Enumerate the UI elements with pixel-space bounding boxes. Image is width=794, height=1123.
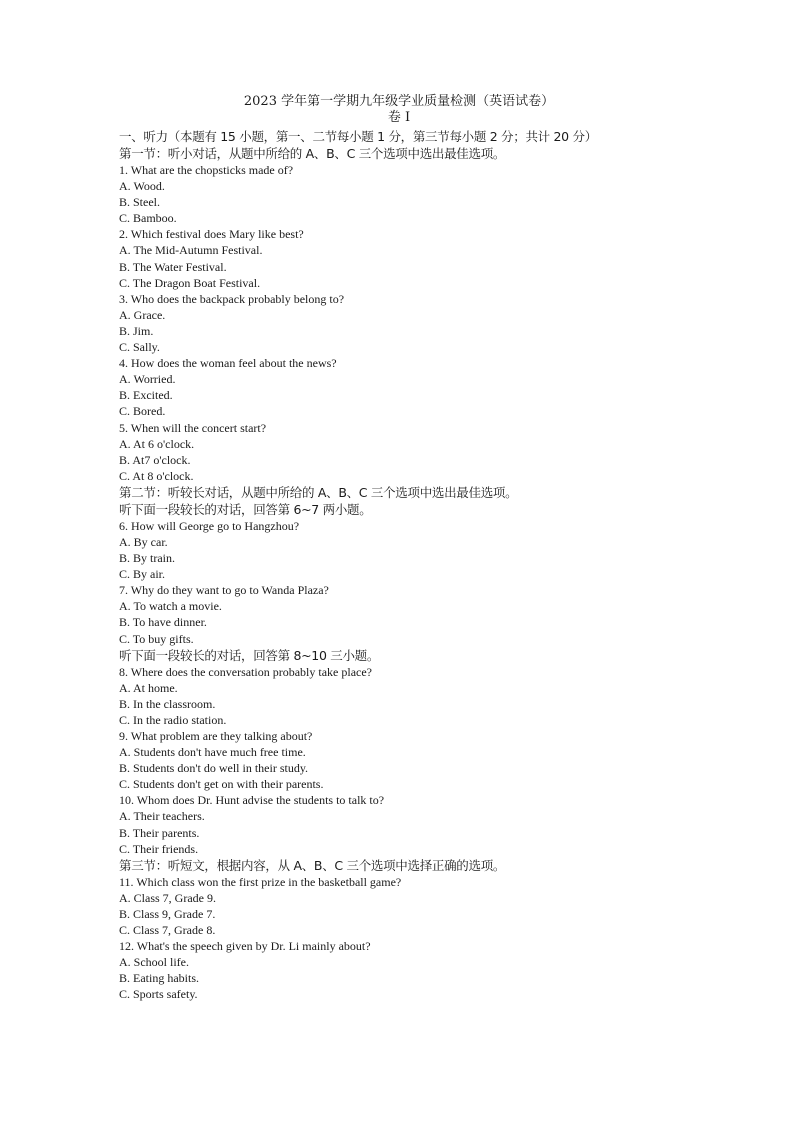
question-text: 7. Why do they want to go to Wanda Plaza? (119, 583, 329, 598)
answer-option: A. At home. (119, 680, 178, 695)
exam-page (119, 94, 679, 1003)
question-text: 3. Who does the backpack probably belong to? (119, 291, 345, 306)
answer-option: C. Their friends. (119, 841, 199, 856)
answer-option: B. Their parents. (119, 825, 200, 840)
question-text: 1. What are the chopsticks made of? (119, 163, 294, 177)
answer-option: A. Students don't have much free time. (119, 745, 306, 760)
answer-option: C. Class 7, Grade 8. (119, 923, 216, 938)
answer-option: A. By car. (119, 534, 168, 549)
answer-option: B. Eating habits. (119, 971, 199, 986)
answer-option: C. By air. (119, 567, 166, 582)
answer-option: A. Worried. (119, 372, 176, 387)
answer-option: C. The Dragon Boat Festival. (119, 275, 261, 290)
question-list (119, 128, 679, 1003)
answer-option: B. In the classroom. (119, 696, 216, 711)
section-heading: 一、听力（本题有 15 小题，第一、二节每小题 1 分，第三节每小题 2 分；共计 20 分） (119, 129, 597, 144)
section-heading: 听下面一段较长的对话，回答第 6~7 两小题。 (119, 501, 372, 517)
answer-option: A. Their teachers. (119, 809, 205, 824)
answer-option: C. To buy gifts. (119, 631, 194, 646)
answer-option: A. The Mid-Autumn Festival. (119, 243, 263, 258)
answer-option: B. Steel. (119, 195, 160, 210)
question-text: 8. Where does the conversation probably take place? (119, 664, 373, 679)
answer-option: A. At 6 o'clock. (119, 436, 195, 451)
question-text: 4. How does the woman feel about the news? (119, 356, 337, 371)
answer-option: B. Jim. (119, 323, 154, 338)
question-text: 2. Which festival does Mary like best? (119, 227, 304, 242)
answer-option: B. By train. (119, 551, 175, 566)
question-text: 10. Whom does Dr. Hunt advise the students to talk to? (119, 793, 385, 808)
question-text: 5. When will the concert start? (119, 420, 267, 435)
answer-option: B. Students don't do well in their study. (119, 761, 309, 776)
answer-option: B. At7 o'clock. (119, 452, 191, 467)
answer-option: C. At 8 o'clock. (119, 468, 194, 483)
answer-option: C. In the radio station. (119, 712, 227, 727)
section-heading: 第三节：听短文，根据内容，从 A、B、C 三个选项中选择正确的选项。 (119, 857, 506, 873)
answer-option: C. Sports safety. (119, 987, 198, 1002)
section-heading: 第一节：听小对话，从题中所给的 A、B、C 三个选项中选出最佳选项。 (119, 146, 506, 161)
answer-option: B. To have dinner. (119, 615, 207, 630)
answer-option: C. Sally. (119, 340, 160, 355)
answer-option: B. Excited. (119, 388, 173, 403)
exam-title: 2023 学年第一学期九年级学业质量检测（英语试卷） (243, 94, 555, 109)
section-heading: 第二节：听较长对话，从题中所给的 A、B、C 三个选项中选出最佳选项。 (119, 484, 518, 500)
answer-option: B. The Water Festival. (119, 259, 227, 274)
answer-option: B. Class 9, Grade 7. (119, 906, 216, 921)
section-heading: 听下面一段较长的对话，回答第 8~10 三小题。 (119, 647, 380, 663)
answer-option: C. Bored. (119, 404, 166, 419)
answer-option: C. Students don't get on with their parents. (119, 777, 324, 792)
question-text: 12. What's the speech given by Dr. Li mainly about? (119, 939, 371, 954)
answer-option: A. Wood. (119, 179, 165, 194)
volume-label: 卷 I (387, 110, 411, 125)
question-text: 9. What problem are they talking about? (119, 729, 313, 743)
question-text: 6. How will George go to Hangzhou? (119, 518, 300, 533)
answer-option: A. Class 7, Grade 9. (119, 890, 216, 905)
answer-option: A. Grace. (119, 307, 166, 322)
answer-option: A. To watch a movie. (119, 599, 222, 614)
answer-option: C. Bamboo. (119, 211, 177, 226)
question-text: 11. Which class won the first prize in the basketball game? (119, 874, 402, 889)
answer-option: A. School life. (119, 955, 189, 970)
